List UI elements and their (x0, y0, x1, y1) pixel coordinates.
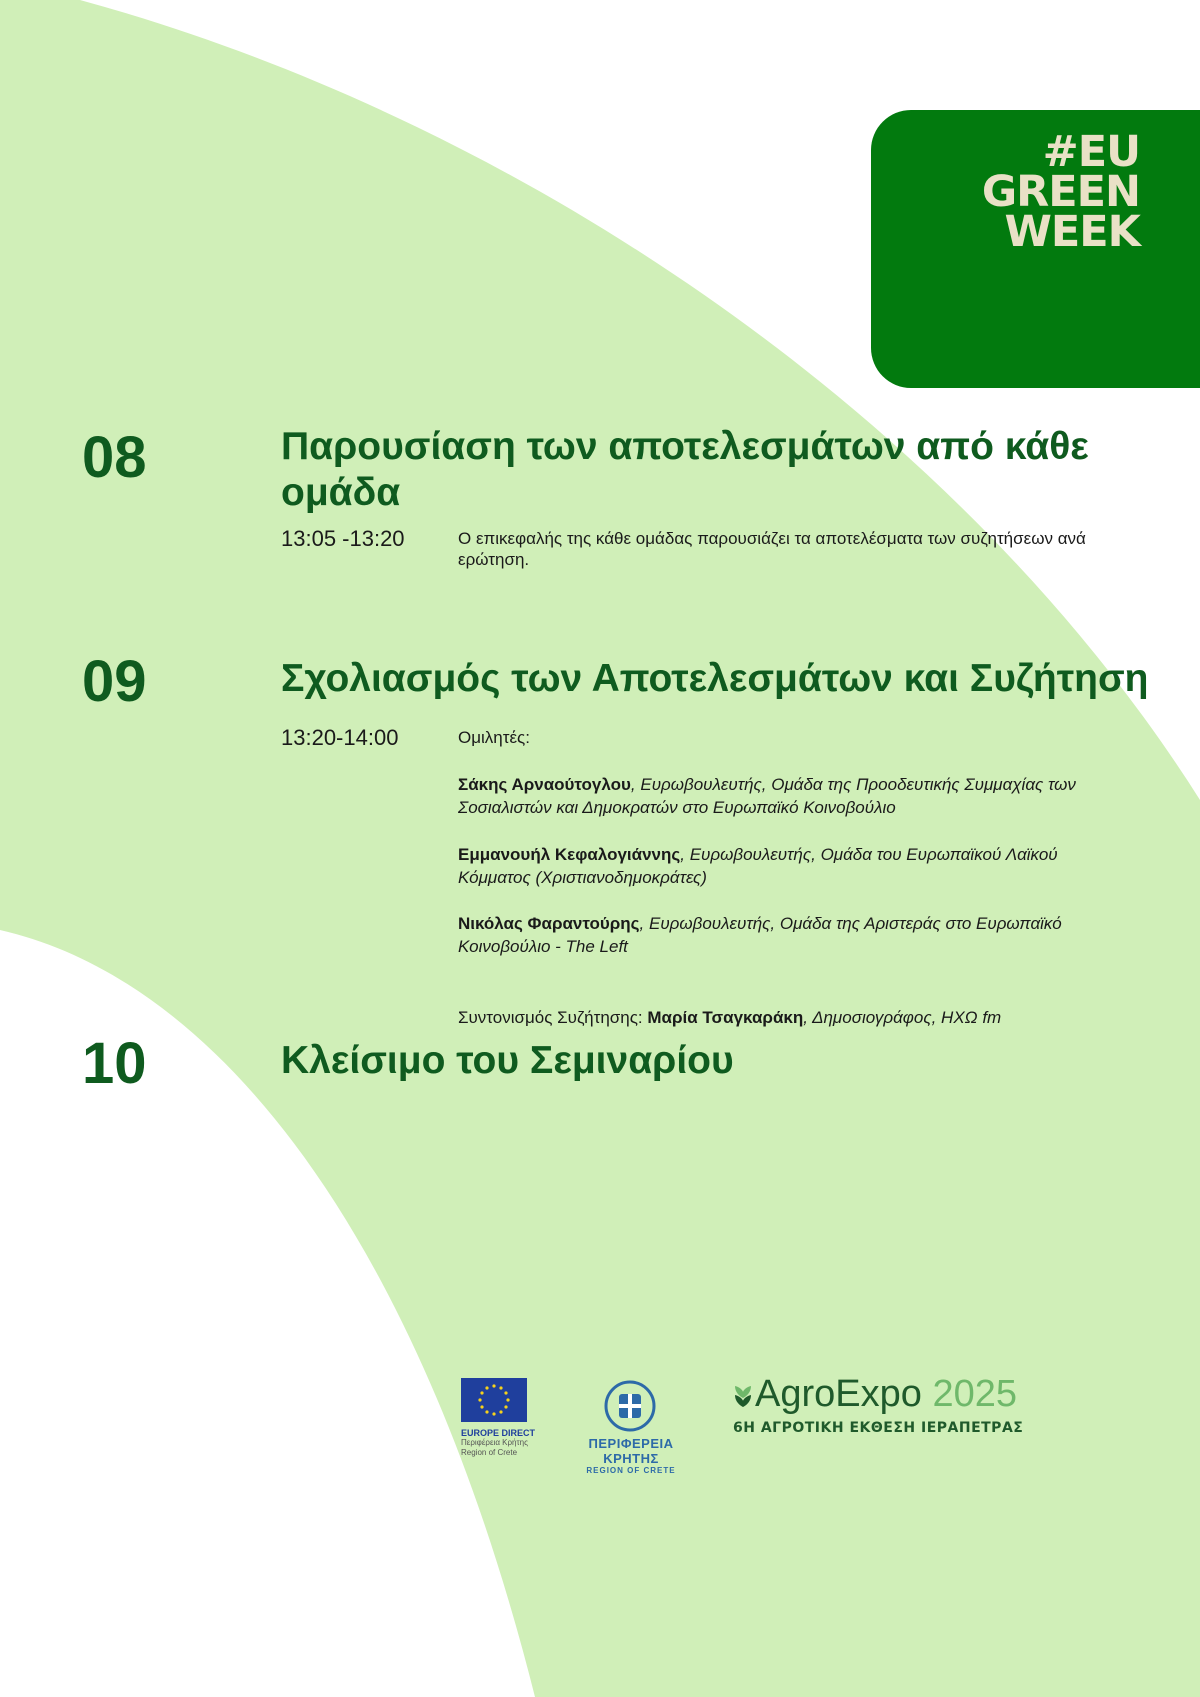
speaker-2-role: , Ευρωβουλευτής, Ομάδα του Ευρωπαϊκού Λαϊκού Κόμματος (Χριστιανοδημοκράτες) (458, 845, 1058, 887)
europe-direct-sub1: Περιφέρεια Κρήτης (461, 1438, 528, 1447)
badge-line-1: #EU (1042, 127, 1140, 177)
item-time-09: 13:20-14:00 (281, 725, 399, 750)
agroexpo-year: 2025 (932, 1373, 1017, 1415)
item-description-08: Ο επικεφαλής της κάθε ομάδας παρουσιάζει τα αποτελέσματα των συζητήσεων ανά ερώτηση. (458, 529, 1086, 569)
item-time-08: 13:05 -13:20 (281, 526, 405, 551)
item-number-09: 09 (82, 649, 147, 714)
europe-direct-sub2: Region of Crete (461, 1448, 518, 1457)
region-subtitle: REGION OF CRETE (586, 1466, 676, 1475)
item-title-10: Κλείσιμο του Σεμιναρίου (281, 1039, 734, 1082)
agroexpo-tagline: 6Η ΑΓΡΟΤΙΚΗ ΕΚΘΕΣΗ ΙΕΡΑΠΕΤΡΑΣ (733, 1420, 1024, 1436)
agroexpo-logo (733, 1372, 1063, 1436)
item-number-10: 10 (82, 1031, 147, 1096)
eu-flag-icon (461, 1378, 527, 1422)
sponsor-logos (0, 1370, 1200, 1480)
item-title-08: Παρουσίαση των αποτελεσμάτων από κάθε ομάδα (281, 425, 1089, 514)
region-of-crete-emblem-icon (604, 1380, 656, 1432)
speaker-2 (458, 843, 1118, 889)
leaf-icon (733, 1384, 753, 1408)
item-number-08: 08 (82, 425, 147, 490)
item-title-09: Σχολιασμός των Αποτελεσμάτων και Συζήτηση (281, 657, 1149, 700)
europe-direct-logo (461, 1428, 551, 1458)
speaker-2-name: Εμμανουήλ Κεφαλογιάννης (458, 845, 681, 864)
moderator-role: , Δημοσιογράφος, ΗΧΩ fm (803, 1008, 1002, 1027)
speaker-3-name: Νικόλας Φαραντούρης (458, 914, 640, 933)
badge-line-2: GREEN (981, 167, 1140, 217)
eu-green-week-logo (970, 127, 1140, 257)
region-of-crete-logo (560, 1436, 702, 1475)
speaker-3 (458, 912, 1118, 958)
agroexpo-name: AgroExpo (755, 1373, 922, 1415)
moderator-name: Μαρία Τσαγκαράκη (647, 1008, 804, 1027)
moderator-label: Συντονισμός Συζήτησης: (458, 1008, 648, 1027)
badge-line-3: WEEK (1004, 207, 1140, 257)
speaker-1 (458, 773, 1118, 819)
europe-direct-title: EUROPE DIRECT (461, 1428, 536, 1438)
speaker-1-name: Σάκης Αρναούτογλου (458, 775, 631, 794)
speakers-label: Ομιλητές: (458, 728, 530, 747)
speaker-3-role: , Ευρωβουλευτής, Ομάδα της Αριστεράς στο Ευρωπαϊκό Κοινοβούλιο - The Left (458, 914, 1062, 956)
moderator-line (458, 1006, 1118, 1029)
speaker-1-role: , Ευρωβουλευτής, Ομάδα της Προοδευτικής Συμμαχίας των Σοσιαλιστών και Δημοκρατών στο Ευρωπαϊκό Κοινοβούλιο (458, 775, 1076, 817)
region-title: ΠΕΡΙΦΕΡΕΙΑ ΚΡΗΤΗΣ (588, 1436, 674, 1466)
